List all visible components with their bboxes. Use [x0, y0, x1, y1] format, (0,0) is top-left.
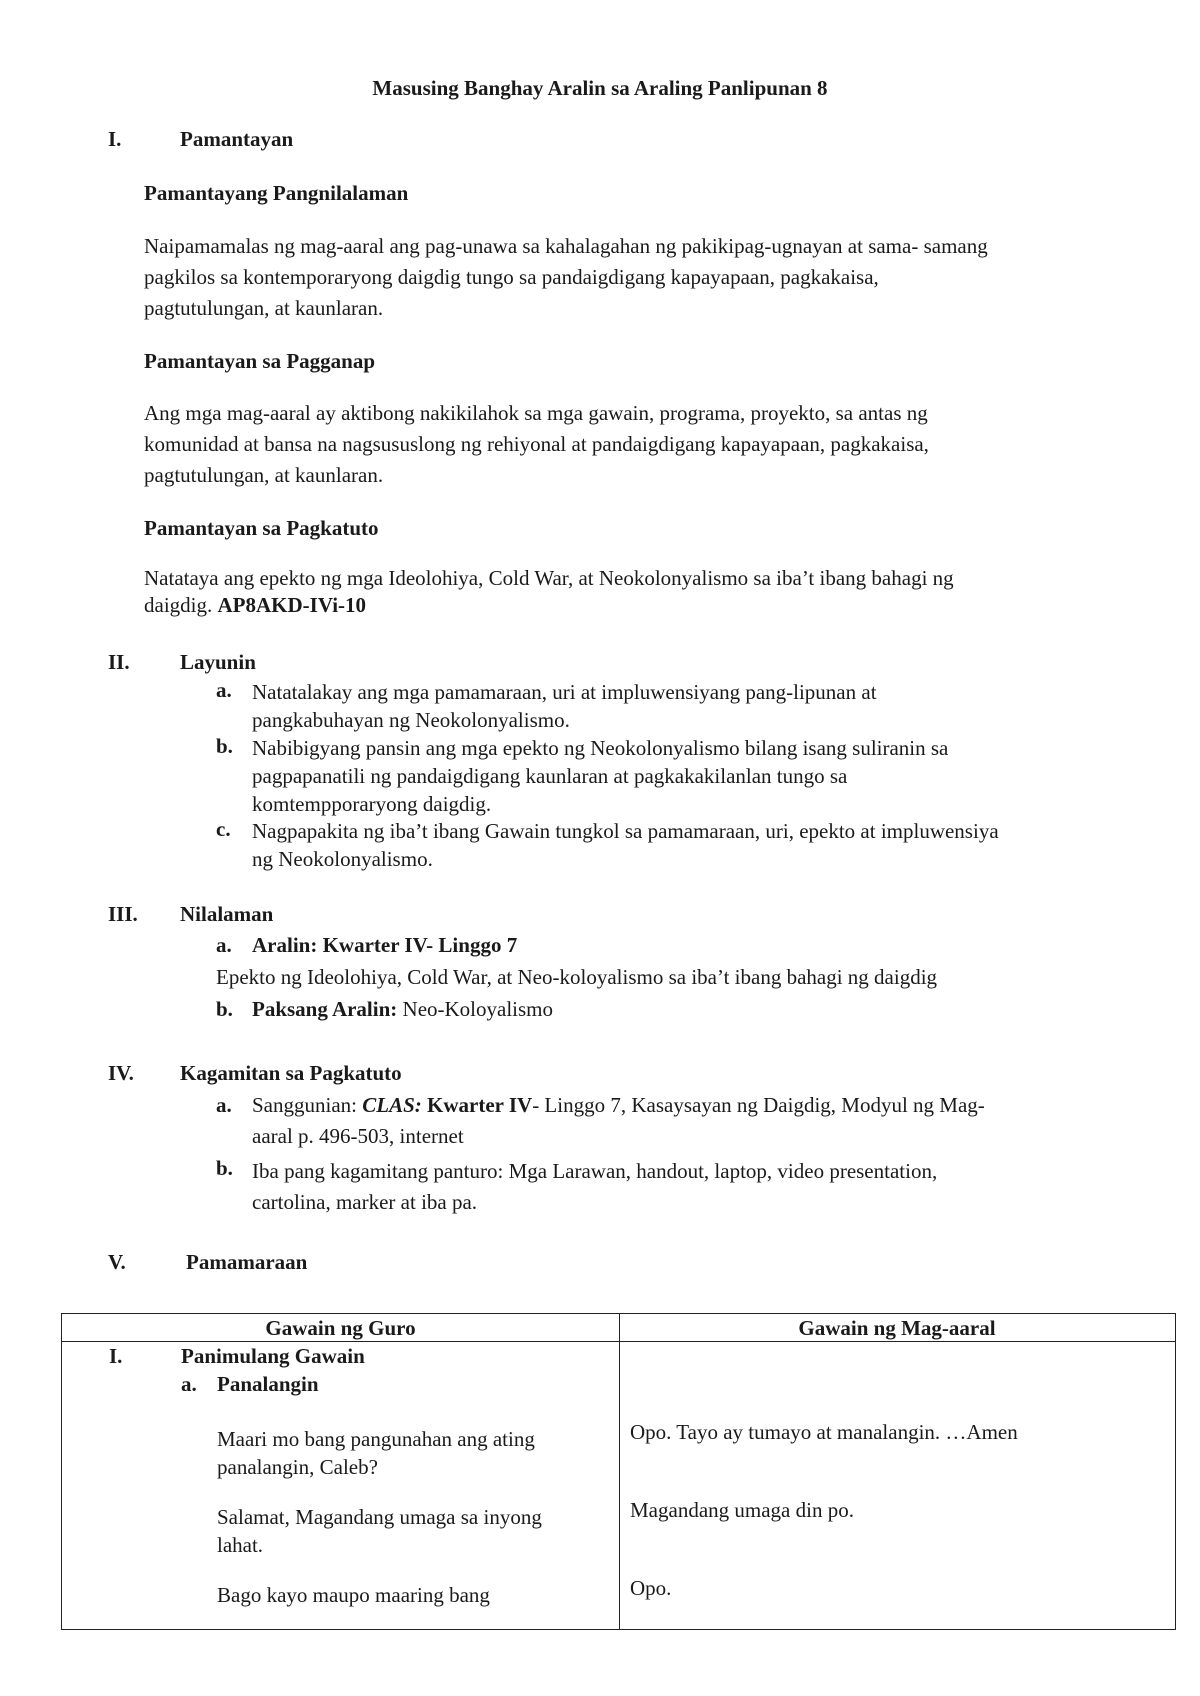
teacher-column-header: Gawain ng Guro	[265, 1316, 416, 1340]
paragraph-line: pagkilos sa kontemporaryong daigdig tungo sa pandaigdigang kapayapaan, pagkakaisa,	[144, 265, 879, 289]
list-line: ng Neokolonyalismo.	[252, 847, 433, 871]
learning-competency-line-2	[144, 593, 366, 618]
section-5-number: V.	[108, 1250, 126, 1274]
sub-title: Panalangin	[217, 1372, 319, 1396]
table-line: Salamat, Magandang umaga sa inyong	[217, 1505, 542, 1529]
reference-label: Sanggunian:	[252, 1093, 363, 1117]
section-1-heading: Pamantayan	[180, 127, 294, 151]
section-3-number: III.	[108, 902, 138, 926]
student-response-3: Opo.	[630, 1576, 672, 1600]
content-a-text: Aralin: Kwarter IV- Linggo 7	[252, 933, 518, 957]
performance-standard-text	[144, 398, 929, 491]
section-2-number: II.	[108, 650, 130, 674]
list-line: pangkabuhayan ng Neokolonyalismo.	[252, 708, 570, 732]
section-4-heading: Kagamitan sa Pagkatuto	[180, 1061, 402, 1085]
paragraph-line: pagtutulungan, at kaunlaran.	[144, 463, 384, 487]
objective-b-letter: b.	[216, 734, 233, 758]
section-5-heading: Pamamaraan	[186, 1250, 308, 1274]
section-1-number: I.	[108, 127, 122, 151]
objective-c-letter: c.	[216, 817, 231, 841]
content-b-letter: b.	[216, 997, 233, 1021]
list-line: komtempporaryong daigdig.	[252, 792, 492, 816]
objective-b-text	[252, 734, 948, 818]
student-response-2: Magandang umaga din po.	[630, 1498, 854, 1522]
paragraph-line: Naipamamalas ng mag-aaral ang pag-unawa sa kahalagahan ng pakikipag-ugnayan at sama- samang	[144, 234, 988, 258]
topic-value: Neo-Koloyalismo	[397, 997, 554, 1021]
content-standard-heading: Pamantayang Pangnilalaman	[144, 181, 409, 205]
section-4-number: IV.	[108, 1061, 134, 1085]
objective-a-letter: a.	[216, 678, 232, 702]
student-column-header: Gawain ng Mag-aaral	[798, 1316, 996, 1340]
list-line: cartolina, marker at iba pa.	[252, 1190, 478, 1214]
learning-competency-heading: Pamantayan sa Pagkatuto	[144, 516, 379, 540]
student-response-1: Opo. Tayo ay tumayo at manalangin. …Amen	[630, 1420, 1018, 1444]
section-3-heading: Nilalaman	[180, 902, 274, 926]
materials-b-letter: b.	[216, 1156, 233, 1180]
section-2-heading: Layunin	[180, 650, 256, 674]
paragraph-line: daigdig.	[144, 593, 213, 617]
paragraph-line: komunidad at bansa na nagsususlong ng rehiyonal at pandaigdigang kapayapaan, pagkakaisa,	[144, 432, 929, 456]
table-line: panalangin, Caleb?	[217, 1455, 378, 1479]
list-line: Iba pang kagamitang panturo: Mga Larawan, handout, laptop, video presentation,	[252, 1159, 938, 1183]
objective-c-text	[252, 817, 999, 873]
table-line: Bago kayo maupo maaring bang	[217, 1583, 490, 1607]
materials-b-text	[252, 1156, 937, 1218]
reference-rest: - Linggo 7, Kasaysayan ng Daigdig, Modyul ng Mag-	[532, 1093, 985, 1117]
list-line: Nagpapakita ng iba’t ibang Gawain tungkol sa pamamaraan, uri, epekto at impluwensiya	[252, 819, 999, 843]
list-line: pagpapanatili ng pandaigdigang kaunlaran at pagkakakilanlan tungo sa	[252, 764, 848, 788]
table-header-divider	[62, 1341, 1175, 1342]
content-standard-text	[144, 231, 988, 324]
part-number: I.	[109, 1344, 123, 1368]
list-line: Nabibigyang pansin ang mga epekto ng Neokolonyalismo bilang isang suliranin sa	[252, 736, 949, 760]
list-line: Natatalakay ang mga pamamaraan, uri at impluwensiyang pang-lipunan at	[252, 680, 877, 704]
teacher-line-1	[217, 1425, 535, 1481]
table-column-divider	[619, 1314, 620, 1629]
materials-a-line-1	[252, 1093, 985, 1118]
paragraph-line: pagtutulungan, at kaunlaran.	[144, 296, 384, 320]
document-title: Masusing Banghay Aralin sa Araling Panlipunan 8	[372, 76, 828, 100]
learning-competency-line-1: Natataya ang epekto ng mga Ideolohiya, Cold War, at Neokolonyalismo sa iba’t ibang bahagi ng	[144, 566, 954, 590]
part-title: Panimulang Gawain	[181, 1344, 365, 1368]
performance-standard-heading: Pamantayan sa Pagganap	[144, 349, 376, 373]
materials-a-letter: a.	[216, 1093, 232, 1117]
reference-quarter: Kwarter IV	[421, 1093, 533, 1117]
table-line: lahat.	[217, 1533, 264, 1557]
materials-a-line-2: aaral p. 496-503, internet	[252, 1124, 464, 1148]
sub-letter: a.	[181, 1372, 197, 1396]
teacher-line-2	[217, 1503, 542, 1559]
table-line: Maari mo bang pangunahan ang ating	[217, 1427, 535, 1451]
procedure-table	[61, 1313, 1176, 1630]
content-b-text	[252, 997, 553, 1022]
objective-a-text	[252, 678, 877, 734]
teacher-line-3	[217, 1581, 490, 1609]
content-a-letter: a.	[216, 933, 232, 957]
topic-label: Paksang Aralin:	[252, 997, 398, 1021]
content-a-description: Epekto ng Ideolohiya, Cold War, at Neo-koloyalismo sa iba’t ibang bahagi ng daigdig	[216, 965, 938, 989]
paragraph-line: Ang mga mag-aaral ay aktibong nakikilahok sa mga gawain, programa, proyekto, sa antas ng	[144, 401, 928, 425]
competency-code: AP8AKD-IVi-10	[217, 593, 367, 617]
reference-clas: CLAS:	[362, 1093, 422, 1117]
